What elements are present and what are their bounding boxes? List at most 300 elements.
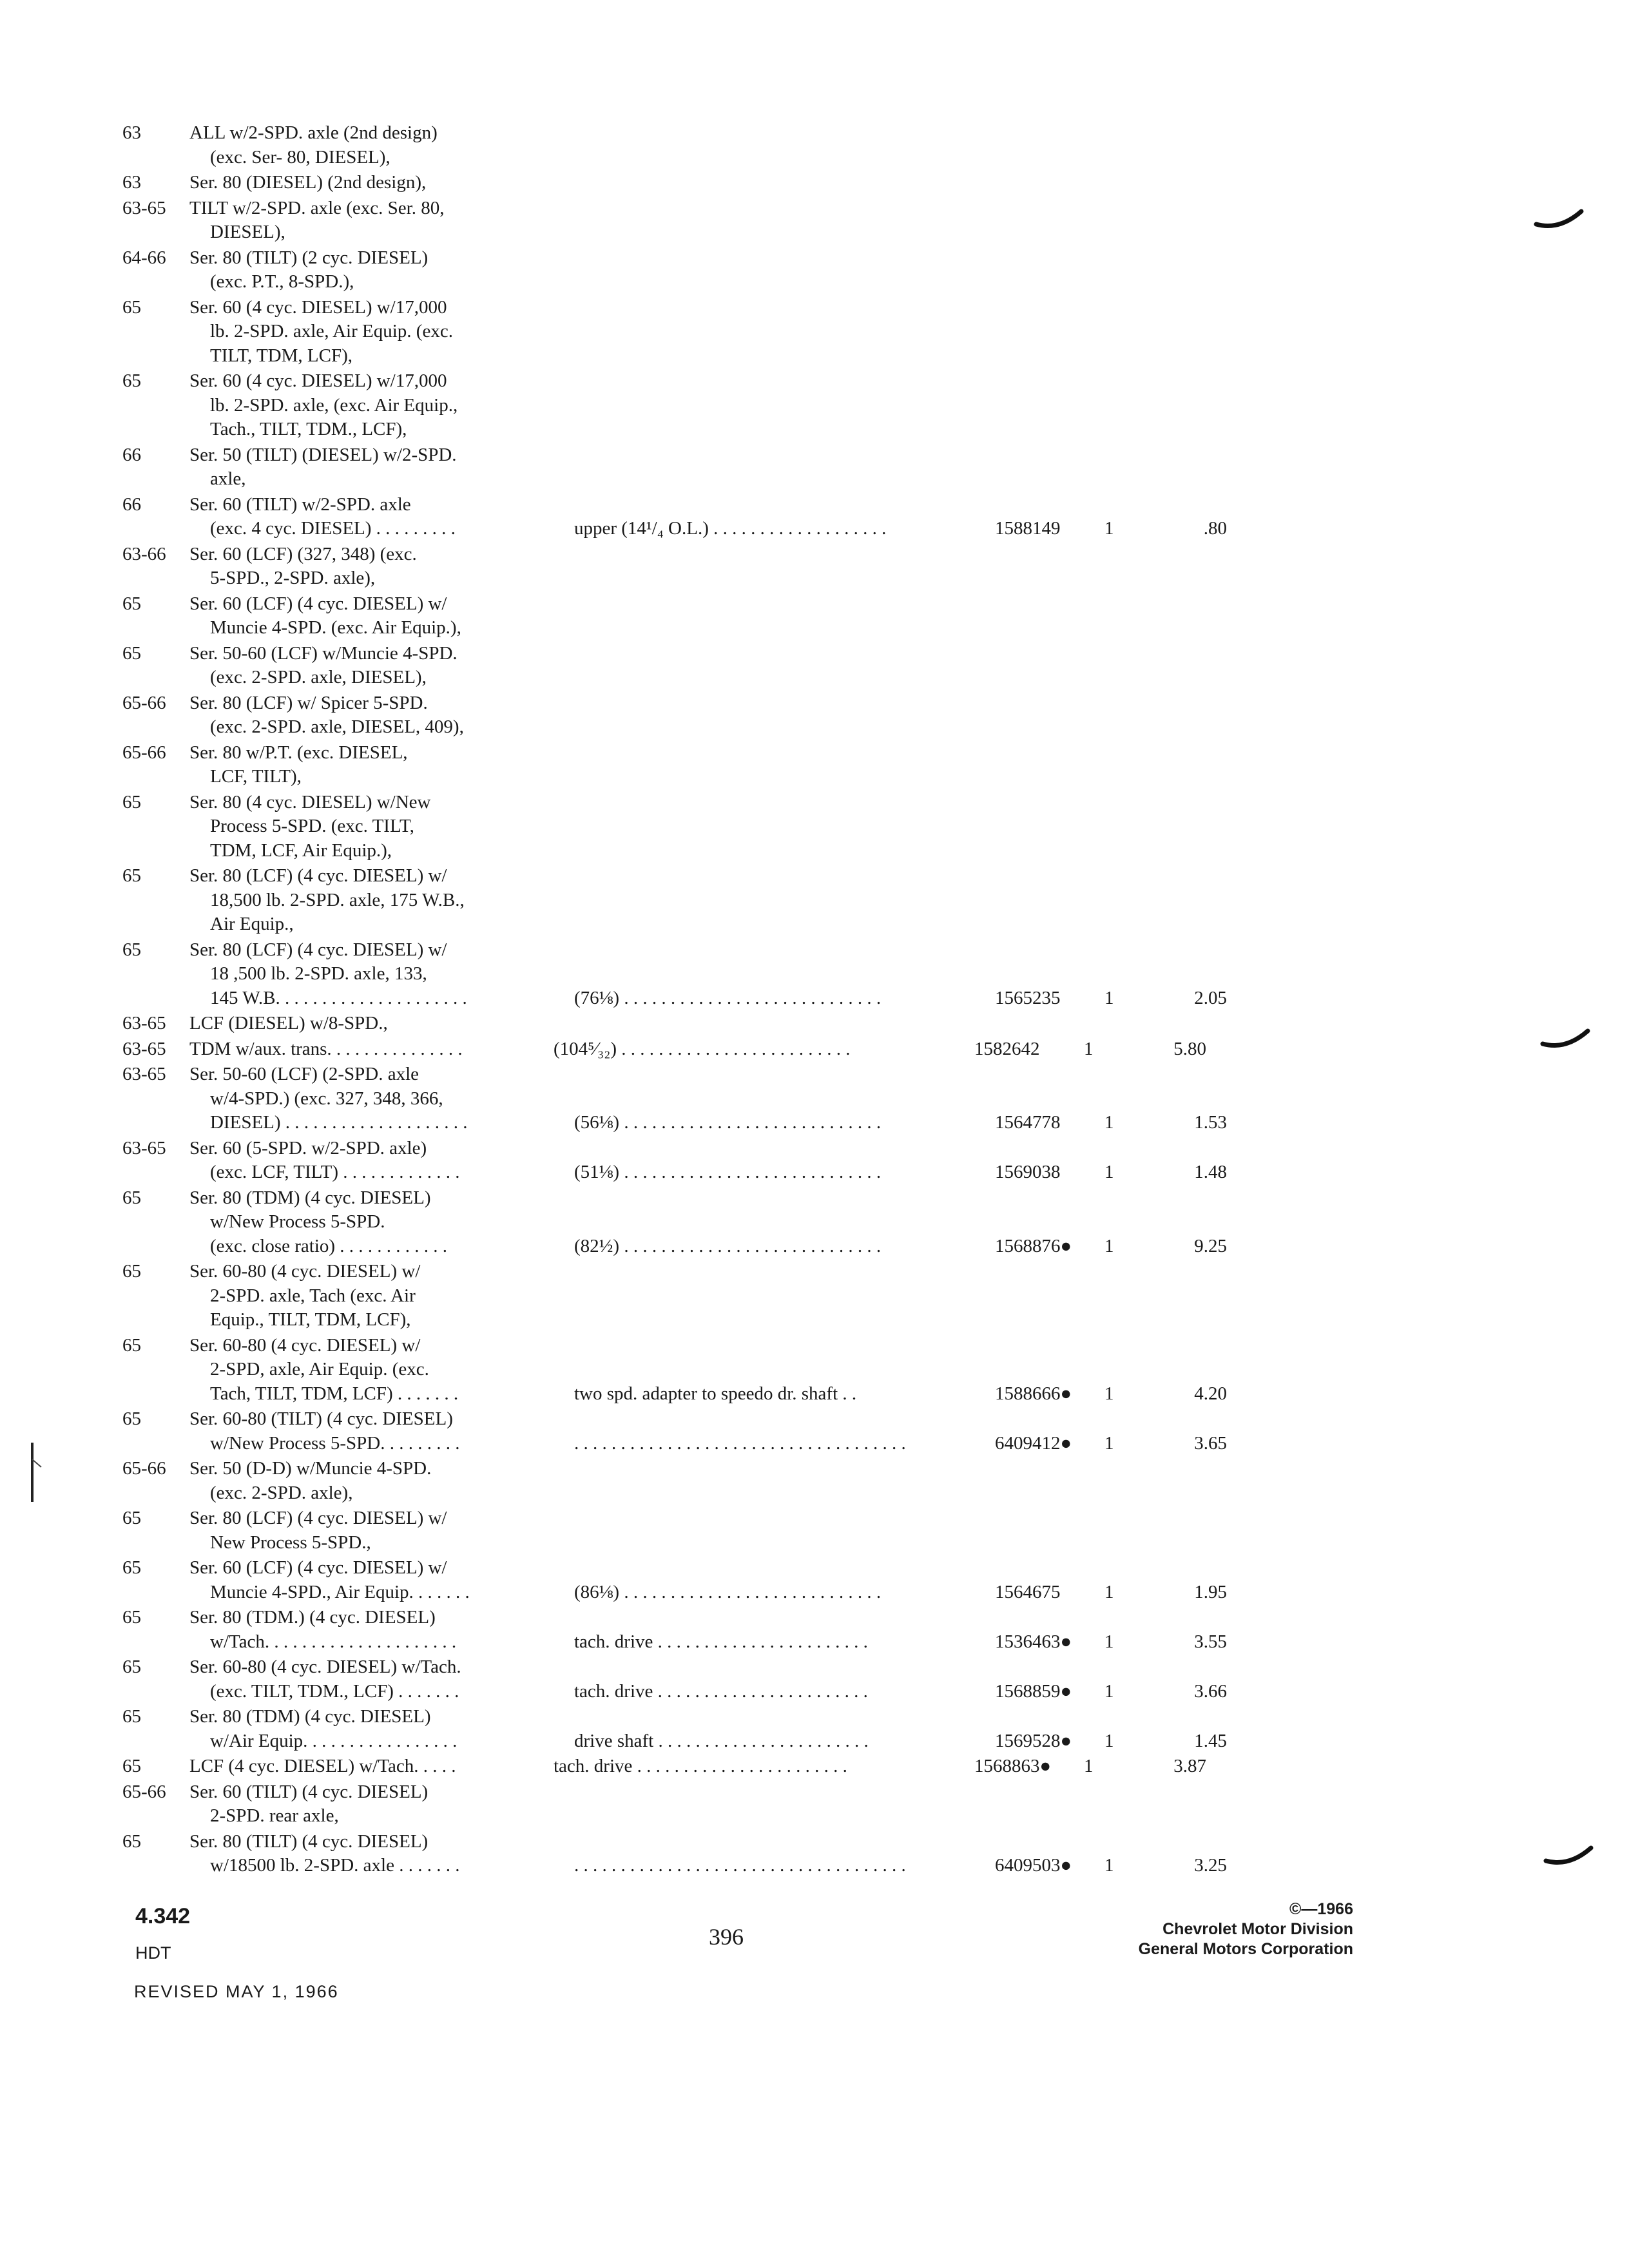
application-description: (exc. 2-SPD. axle), — [210, 1482, 353, 1503]
quantity: 1 — [1104, 1235, 1114, 1256]
entry-line — [189, 1729, 1347, 1754]
part-reference — [574, 1358, 995, 1382]
parts-entry — [122, 1780, 1347, 1829]
price — [1148, 1334, 1206, 1358]
quantity: 1 — [1104, 1162, 1114, 1182]
part-number — [995, 320, 1104, 344]
entry-line — [189, 1457, 1347, 1481]
application-description: Ser. 80 (TILT) (2 cyc. DIESEL) — [189, 247, 429, 268]
price — [1148, 1830, 1206, 1854]
application-description: 2-SPD. rear axle, — [210, 1805, 339, 1826]
part-number — [995, 270, 1104, 294]
parts-list — [122, 121, 1347, 1879]
entry-line — [189, 938, 1347, 963]
quantity: 1 — [1104, 1432, 1114, 1454]
application-description: TDM w/aux. trans. . . . . . . . . . . . . . . — [189, 1038, 463, 1059]
application-description: Ser. 80 w/P.T. (exc. DIESEL, — [189, 742, 408, 763]
application-description: Ser. 80 (LCF) (4 cyc. DIESEL) w/ — [189, 865, 447, 886]
entry-line — [189, 171, 1347, 195]
entry-line — [189, 566, 1347, 591]
parts-entry — [122, 1705, 1347, 1753]
part-number — [995, 715, 1104, 740]
part-reference — [574, 394, 995, 418]
entry-line — [189, 1186, 1347, 1211]
entry-line — [189, 369, 1347, 394]
part-number — [995, 467, 1104, 492]
part-number: 1582642 — [974, 1038, 1040, 1059]
model-year: 65 — [122, 1706, 141, 1727]
price: 3.87 — [1173, 1756, 1206, 1776]
quantity — [1104, 394, 1169, 418]
parts-entry — [122, 197, 1347, 245]
quantity — [1084, 121, 1148, 146]
application-description: w/New Process 5-SPD. . . . . . . . . — [210, 1432, 460, 1454]
quantity — [1084, 246, 1148, 271]
sheet-number: 4.342 — [135, 1904, 191, 1928]
application-description: Ser. 60 (LCF) (4 cyc. DIESEL) w/ — [189, 593, 447, 614]
price — [1169, 1087, 1227, 1111]
entry-line — [189, 443, 1347, 468]
model-year: 65 — [122, 1187, 141, 1208]
price — [1169, 394, 1227, 418]
part-reference — [574, 1087, 995, 1111]
part-reference — [554, 592, 974, 617]
model-year: 65 — [122, 370, 141, 391]
part-reference — [574, 912, 995, 937]
part-number — [974, 1334, 1084, 1358]
part-reference — [554, 691, 974, 716]
part-reference — [554, 642, 974, 666]
application-description: 18,500 lb. 2-SPD. axle, 175 W.B., — [210, 889, 465, 910]
part-number — [995, 566, 1104, 591]
quantity: 1 — [1104, 1581, 1114, 1602]
part-reference — [574, 320, 995, 344]
parts-entry — [122, 864, 1347, 937]
entry-line — [189, 1037, 1347, 1062]
parts-entry — [122, 296, 1347, 369]
entry-line — [189, 1655, 1347, 1680]
application-description: Ser. 60 (TILT) (4 cyc. DIESEL) — [189, 1781, 429, 1802]
price — [1148, 493, 1206, 517]
entry-line — [189, 1062, 1347, 1087]
application-description: Ser. 60-80 (4 cyc. DIESEL) w/Tach. — [189, 1657, 461, 1677]
copyright-block — [1139, 1899, 1353, 1959]
part-reference — [574, 1210, 995, 1235]
part-reference — [554, 296, 974, 320]
entry-line — [189, 592, 1347, 617]
quantity — [1084, 1606, 1148, 1630]
revision-date: REVISED MAY 1, 1966 — [134, 1982, 339, 2001]
application-description: Muncie 4-SPD., Air Equip. . . . . . . — [210, 1581, 470, 1602]
entry-line — [189, 691, 1347, 716]
part-reference — [554, 1334, 974, 1358]
price — [1148, 592, 1206, 617]
price — [1169, 1804, 1227, 1829]
part-number — [995, 912, 1104, 937]
part-number: 6409412● — [995, 1432, 1072, 1454]
quantity — [1104, 1531, 1169, 1555]
model-year: 65 — [122, 1508, 141, 1528]
application-description: Ser. 80 (TILT) (4 cyc. DIESEL) — [189, 1831, 429, 1852]
application-description: Ser. 60-80 (4 cyc. DIESEL) w/ — [189, 1261, 421, 1282]
copyright-year: ©—1966 — [1289, 1900, 1353, 1918]
parts-entry — [122, 1506, 1347, 1555]
quantity — [1084, 296, 1148, 320]
application-description: Muncie 4-SPD. (exc. Air Equip.), — [210, 617, 461, 638]
quantity — [1084, 197, 1148, 221]
model-year: 66 — [122, 444, 141, 465]
quantity: 1 — [1104, 1680, 1114, 1702]
model-year: 63-65 — [122, 1137, 166, 1158]
quantity — [1104, 1358, 1169, 1382]
price: 3.25 — [1194, 1855, 1227, 1876]
price — [1148, 1457, 1206, 1481]
quantity — [1084, 171, 1148, 195]
quantity: 1 — [1084, 1038, 1094, 1059]
part-number — [995, 814, 1104, 839]
part-reference — [554, 864, 974, 889]
part-number — [995, 1087, 1104, 1111]
part-reference — [574, 220, 995, 245]
price — [1148, 1655, 1206, 1680]
quantity — [1104, 1210, 1169, 1235]
quantity — [1084, 741, 1148, 765]
quantity — [1104, 765, 1169, 789]
application-description: (exc. close ratio) . . . . . . . . . . . . — [210, 1235, 448, 1256]
entry-line — [189, 517, 1347, 541]
application-description: (exc. 2-SPD. axle, DIESEL, 409), — [210, 716, 464, 737]
part-number — [974, 246, 1084, 271]
entry-line — [189, 1284, 1347, 1309]
entry-line — [189, 814, 1347, 839]
entry-line — [189, 1087, 1347, 1111]
part-reference — [554, 369, 974, 394]
application-description: Ser. 80 (4 cyc. DIESEL) w/New — [189, 791, 431, 812]
part-reference — [554, 197, 974, 221]
part-reference — [574, 270, 995, 294]
model-year: 65 — [122, 1607, 141, 1628]
price: 2.05 — [1194, 987, 1227, 1008]
part-number — [974, 1606, 1084, 1630]
parts-entry — [122, 691, 1347, 740]
model-year: 63 — [122, 122, 141, 143]
price: 3.66 — [1194, 1680, 1227, 1702]
entry-line — [189, 1334, 1347, 1358]
application-description: Ser. 80 (LCF) (4 cyc. DIESEL) w/ — [189, 1508, 447, 1528]
entry-line — [189, 986, 1347, 1011]
quantity — [1084, 864, 1148, 889]
part-reference — [574, 146, 995, 170]
entry-line — [189, 715, 1347, 740]
part-reference — [554, 741, 974, 765]
price — [1169, 715, 1227, 740]
price — [1169, 1284, 1227, 1309]
application-description: 2-SPD, axle, Air Equip. (exc. — [210, 1359, 429, 1379]
quantity — [1104, 467, 1169, 492]
part-number: 1565235 — [995, 987, 1061, 1008]
price — [1148, 741, 1206, 765]
part-reference — [554, 1137, 974, 1161]
part-reference — [554, 443, 974, 468]
price — [1148, 246, 1206, 271]
entry-line — [189, 1481, 1347, 1506]
quantity — [1104, 418, 1169, 442]
price — [1148, 864, 1206, 889]
application-description: Ser. 80 (TDM) (4 cyc. DIESEL) — [189, 1706, 431, 1727]
quantity — [1084, 493, 1148, 517]
entry-line — [189, 296, 1347, 320]
application-description: TILT w/2-SPD. axle (exc. Ser. 80, — [189, 197, 445, 218]
quantity: 1 — [1104, 987, 1114, 1008]
part-reference — [554, 1606, 974, 1630]
application-description: Ser. 80 (DIESEL) (2nd design), — [189, 172, 427, 193]
model-year: 65 — [122, 1261, 141, 1282]
application-description: Ser. 60-80 (TILT) (4 cyc. DIESEL) — [189, 1408, 453, 1429]
entry-line — [189, 543, 1347, 567]
entry-line — [189, 1210, 1347, 1235]
part-reference — [554, 1012, 974, 1036]
price — [1148, 791, 1206, 815]
parts-entry — [122, 1062, 1347, 1135]
quantity — [1104, 839, 1169, 863]
quantity — [1104, 270, 1169, 294]
part-reference — [554, 938, 974, 963]
part-number: 1536463● — [995, 1631, 1072, 1652]
quantity — [1084, 691, 1148, 716]
entry-line — [189, 467, 1347, 492]
application-description: 18 ,500 lb. 2-SPD. axle, 133, — [210, 963, 427, 984]
model-year: 65 — [122, 296, 141, 318]
price — [1148, 1012, 1206, 1036]
part-reference: tach. drive . . . . . . . . . . . . . . . . . . . . . . . — [554, 1756, 847, 1776]
application-description: w/4-SPD.) (exc. 327, 348, 366, — [210, 1088, 443, 1109]
part-number — [974, 121, 1084, 146]
part-number: 1564778 — [995, 1112, 1061, 1133]
binder-mark — [1540, 1024, 1592, 1057]
quantity — [1084, 1062, 1148, 1087]
part-number: 1568863● — [974, 1756, 1052, 1776]
part-number — [974, 1655, 1084, 1680]
price: 1.45 — [1194, 1730, 1227, 1751]
part-number — [974, 864, 1084, 889]
entry-line — [189, 1680, 1347, 1704]
application-description: Ser. 60 (4 cyc. DIESEL) w/17,000 — [189, 370, 447, 391]
application-description: 145 W.B. . . . . . . . . . . . . . . . . . . . . — [210, 987, 467, 1008]
application-description: Process 5-SPD. (exc. TILT, — [210, 816, 414, 836]
part-number — [995, 1210, 1104, 1235]
part-reference — [554, 1780, 974, 1805]
entry-line — [189, 962, 1347, 986]
part-reference — [554, 1705, 974, 1729]
part-number — [995, 1481, 1104, 1506]
part-number — [995, 1284, 1104, 1309]
part-reference: tach. drive . . . . . . . . . . . . . . . . . . . . . . . — [574, 1631, 868, 1652]
quantity: 1 — [1104, 518, 1114, 539]
parts-entry — [122, 246, 1347, 294]
part-number — [974, 1186, 1084, 1211]
part-reference — [554, 1556, 974, 1581]
parts-entry — [122, 369, 1347, 442]
price — [1169, 1308, 1227, 1332]
entry-line — [189, 270, 1347, 294]
entry-line — [189, 493, 1347, 517]
parts-entry — [122, 1260, 1347, 1332]
price — [1169, 467, 1227, 492]
price — [1148, 121, 1206, 146]
part-number — [974, 1260, 1084, 1284]
entry-line — [189, 1854, 1347, 1878]
application-description: w/18500 lb. 2-SPD. axle . . . . . . . — [210, 1855, 460, 1876]
part-number — [974, 296, 1084, 320]
parts-entry — [122, 1407, 1347, 1456]
part-number — [974, 938, 1084, 963]
part-reference — [554, 246, 974, 271]
quantity — [1104, 1308, 1169, 1332]
application-description: (exc. 2-SPD. axle, DIESEL), — [210, 667, 427, 687]
part-number — [995, 616, 1104, 640]
entry-line — [189, 1358, 1347, 1382]
part-reference: two spd. adapter to speedo dr. shaft . . — [574, 1383, 857, 1404]
part-reference: tach. drive . . . . . . . . . . . . . . . . . . . . . . . — [574, 1680, 868, 1702]
application-description: DIESEL), — [210, 222, 285, 242]
part-number — [974, 1556, 1084, 1581]
entry-line — [189, 864, 1347, 889]
part-reference: (76⅛) . . . . . . . . . . . . . . . . . . . . . . . . . . . . — [574, 987, 882, 1008]
application-description: Ser. 60 (LCF) (4 cyc. DIESEL) w/ — [189, 1557, 447, 1578]
model-year: 63-66 — [122, 543, 166, 564]
model-year: 63-65 — [122, 197, 166, 218]
part-number — [974, 171, 1084, 195]
quantity — [1084, 1186, 1148, 1211]
application-description: TILT, TDM, LCF), — [210, 345, 352, 366]
model-year: 63-65 — [122, 1064, 166, 1084]
part-number: 1568859● — [995, 1680, 1072, 1702]
price — [1169, 962, 1227, 986]
price — [1148, 1606, 1206, 1630]
part-number — [974, 1012, 1084, 1036]
part-number — [974, 443, 1084, 468]
application-description: 5-SPD., 2-SPD. axle), — [210, 568, 376, 588]
price — [1169, 220, 1227, 245]
price — [1169, 270, 1227, 294]
binder-mark — [1543, 1841, 1595, 1874]
entry-line — [189, 1382, 1347, 1407]
part-reference — [574, 467, 995, 492]
quantity — [1104, 1284, 1169, 1309]
quantity: 1 — [1084, 1756, 1094, 1776]
application-description: 2-SPD. axle, Tach (exc. Air — [210, 1285, 416, 1306]
quantity — [1084, 1556, 1148, 1581]
part-reference — [554, 791, 974, 815]
quantity — [1084, 1655, 1148, 1680]
entry-line — [189, 642, 1347, 666]
part-reference — [554, 1260, 974, 1284]
parts-entry — [122, 791, 1347, 863]
entry-line — [189, 1830, 1347, 1854]
model-year: 65 — [122, 1408, 141, 1429]
entry-line — [189, 1260, 1347, 1284]
quantity: 1 — [1104, 1383, 1114, 1404]
price — [1169, 1210, 1227, 1235]
part-reference: drive shaft . . . . . . . . . . . . . . . . . . . . . . . — [574, 1730, 869, 1751]
quantity — [1104, 1481, 1169, 1506]
part-number — [995, 889, 1104, 913]
entry-line — [189, 1012, 1347, 1036]
application-description: lb. 2-SPD. axle, Air Equip. (exc. — [210, 321, 453, 341]
parts-entry — [122, 443, 1347, 492]
binder-mark — [1534, 205, 1585, 237]
part-number: 1568876● — [995, 1235, 1072, 1256]
page-number: 396 — [709, 1924, 744, 1950]
quantity — [1084, 1334, 1148, 1358]
parts-entry — [122, 1334, 1347, 1407]
entry-line — [189, 1630, 1347, 1655]
application-description: Ser. 80 (TDM.) (4 cyc. DIESEL) — [189, 1607, 436, 1628]
quantity: 1 — [1104, 1112, 1114, 1133]
part-reference: upper (14¹/₄ O.L.) . . . . . . . . . . . . . . . . . . . — [574, 518, 887, 539]
part-reference — [554, 1830, 974, 1854]
part-reference — [554, 121, 974, 146]
application-description: Ser. 60 (5-SPD. w/2-SPD. axle) — [189, 1137, 427, 1158]
parts-entry — [122, 1012, 1347, 1036]
entry-line — [189, 1804, 1347, 1829]
part-number — [974, 592, 1084, 617]
price — [1148, 171, 1206, 195]
application-description: Ser. 50-60 (LCF) w/Muncie 4-SPD. — [189, 642, 458, 664]
parts-entry — [122, 1556, 1347, 1604]
price — [1148, 938, 1206, 963]
part-reference — [554, 1186, 974, 1211]
part-number — [974, 1407, 1084, 1432]
entry-line — [189, 1581, 1347, 1605]
part-reference — [574, 715, 995, 740]
part-number — [995, 839, 1104, 863]
application-description: lb. 2-SPD. axle, (exc. Air Equip., — [210, 394, 458, 416]
price: 3.55 — [1194, 1631, 1227, 1652]
application-description: Tach., TILT, TDM., LCF), — [210, 419, 407, 439]
price — [1169, 320, 1227, 344]
part-number — [974, 543, 1084, 567]
part-reference: (82½) . . . . . . . . . . . . . . . . . . . . . . . . . . . . — [574, 1235, 882, 1256]
quantity — [1104, 666, 1169, 690]
entry-line — [189, 889, 1347, 913]
part-number — [974, 197, 1084, 221]
application-description: LCF (DIESEL) w/8-SPD., — [189, 1013, 388, 1033]
entry-line — [189, 1556, 1347, 1581]
entry-line — [189, 616, 1347, 640]
quantity — [1084, 543, 1148, 567]
part-reference — [554, 493, 974, 517]
entry-line — [189, 121, 1347, 146]
price — [1169, 889, 1227, 913]
part-reference — [574, 814, 995, 839]
entry-line — [189, 1407, 1347, 1432]
price — [1169, 666, 1227, 690]
application-description: TDM, LCF, Air Equip.), — [210, 840, 392, 861]
model-year: 65 — [122, 865, 141, 886]
part-reference — [574, 616, 995, 640]
part-number: 6409503● — [995, 1855, 1072, 1876]
part-number — [974, 1062, 1084, 1087]
price — [1148, 1705, 1206, 1729]
application-description: Ser. 80 (LCF) w/ Spicer 5-SPD. — [189, 692, 428, 713]
part-reference — [574, 839, 995, 863]
part-number — [974, 493, 1084, 517]
price — [1169, 616, 1227, 640]
quantity — [1104, 715, 1169, 740]
price — [1148, 691, 1206, 716]
quantity — [1104, 1804, 1169, 1829]
